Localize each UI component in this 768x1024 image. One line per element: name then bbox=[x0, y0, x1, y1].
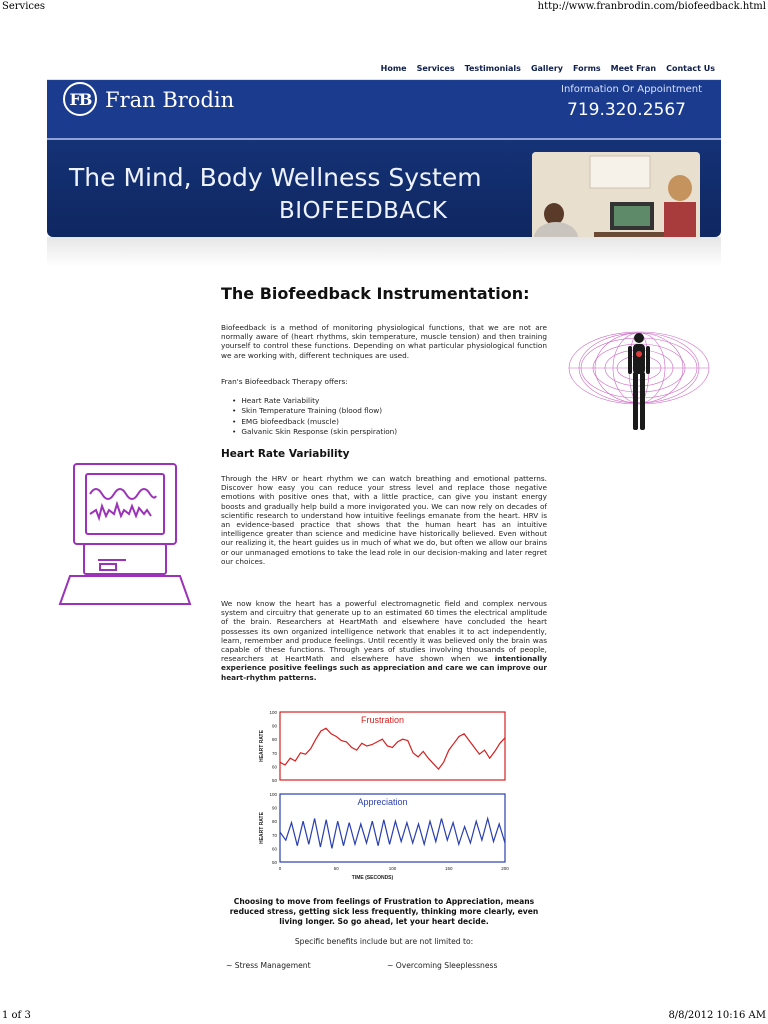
nav-meet-fran[interactable]: Meet Fran bbox=[610, 64, 657, 73]
list-item: • Skin Temperature Training (blood flow) bbox=[240, 406, 397, 416]
info-label: Information Or Appointment bbox=[561, 84, 703, 95]
benefits-intro: Specific benefits include but are not limited to: bbox=[294, 937, 474, 946]
logo-letters: FB bbox=[69, 89, 91, 109]
logo-icon[interactable] bbox=[63, 82, 97, 116]
phone-number: 719.320.2567 bbox=[567, 100, 686, 120]
x-tick-label: 150 bbox=[444, 866, 453, 871]
y-tick-label: 70 bbox=[271, 750, 277, 756]
print-title: Services bbox=[2, 1, 46, 12]
y-tick-label: 100 bbox=[269, 710, 277, 715]
hrv-p2-emphasis: intentionally experience positive feelings such as appreciation and care we can improve our heart-rhythm patterns. bbox=[221, 654, 547, 682]
top-nav bbox=[381, 64, 715, 78]
benefit-item: ~ Stress Management bbox=[226, 961, 311, 970]
y-axis-label: HEART RATE bbox=[259, 812, 265, 844]
therapy-photo bbox=[532, 152, 700, 237]
hrv-caption: Choosing to move from feelings of Frustration to Appreciation, means reduced stress, getting sick less frequently, thinking more clearly, even living longer. So go ahead, let your heart decide. bbox=[229, 897, 539, 926]
brand-name[interactable]: Fran Brodin bbox=[105, 88, 235, 112]
y-axis-label: HEART RATE bbox=[259, 730, 265, 762]
page-count: 1 of 3 bbox=[2, 1010, 31, 1021]
x-axis-label: TIME (SECONDS) bbox=[351, 875, 394, 881]
computer-illustration bbox=[56, 460, 196, 610]
offers-label: Fran's Biofeedback Therapy offers: bbox=[221, 377, 348, 386]
nav-contact-us[interactable]: Contact Us bbox=[666, 64, 715, 73]
offers-list bbox=[240, 396, 397, 438]
y-tick-label: 80 bbox=[271, 737, 277, 743]
x-tick-label: 100 bbox=[388, 866, 397, 871]
hrv-p2-text: We now know the heart has a powerful electromagnetic field and complex nervous system and circuitry that generate up to an estimated 60 times the electrical amplitude of the brain. Researchers at HeartMath and elsewhere have concluded the heart possesses its own organized intelligence network that enables it to act independently, learn, remember and produce feelings. Until recently it was believed only the brain was capable of these functions. Through years of studies involving thousands of people, researchers at HeartMath and elsewhere have shown when we bbox=[221, 599, 547, 664]
hrv-chart-svg bbox=[255, 706, 511, 882]
banner-shadow bbox=[47, 237, 721, 267]
nav-services[interactable]: Services bbox=[416, 64, 455, 73]
nav-forms[interactable]: Forms bbox=[572, 64, 601, 73]
print-footer bbox=[0, 1008, 768, 1024]
x-tick-label: 200 bbox=[501, 866, 509, 871]
y-tick-label: 60 bbox=[271, 846, 277, 852]
energy-field-illustration bbox=[566, 324, 712, 436]
hrv-heading: Heart Rate Variability bbox=[221, 448, 350, 460]
y-tick-label: 80 bbox=[271, 819, 277, 825]
page-title: The Biofeedback Instrumentation: bbox=[221, 284, 530, 303]
intro-paragraph: Biofeedback is a method of monitoring physiological functions, that we are not are normally aware of (heart rhythms, skin temperature, muscle tension) and then training yourself to control these functions. Depending on what particular physiological function we are working with, different techniques are used. bbox=[221, 323, 547, 360]
print-header bbox=[0, 0, 768, 14]
benefit-item: ~ Overcoming Sleeplessness bbox=[387, 961, 498, 970]
list-item: • Galvanic Skin Response (skin perspiration) bbox=[240, 427, 397, 437]
nav-home[interactable]: Home bbox=[380, 64, 407, 73]
chart-title: Frustration bbox=[360, 715, 405, 725]
y-tick-label: 50 bbox=[271, 778, 277, 783]
banner-divider bbox=[47, 138, 721, 140]
banner-tagline: The Mind, Body Wellness System bbox=[69, 163, 482, 192]
hrv-paragraph-1: Through the HRV or heart rhythm we can watch breathing and emotional patterns. Discover how easy you can reduce your stress level and replace those negative emotions with positive ones that, with a little practice, can give you instant energy boosts and gradually help build a more invigorated you. We can now rely on decades of scientific research to understand how intuitive feelings emanate from the heart. HRV is an evidence-based practice that shows that the human heart has an intuitive intelligence greater than science and medicine have historically believed. Even without our realizing it, the heart guides us in much of what we do, but often we allow our brains or our unmanaged emotions to take the lead role in our decision-making and later regret our choices. bbox=[221, 474, 547, 566]
print-datetime: 8/8/2012 10:16 AM bbox=[668, 1010, 766, 1021]
x-tick-label: 50 bbox=[333, 866, 339, 871]
hrv-chart bbox=[255, 706, 511, 882]
x-tick-label: 0 bbox=[278, 866, 282, 871]
y-tick-label: 90 bbox=[271, 805, 277, 811]
chart-title: Appreciation bbox=[357, 797, 408, 807]
site-banner bbox=[47, 60, 721, 237]
y-tick-label: 50 bbox=[271, 860, 277, 865]
banner-subtitle: BIOFEEDBACK bbox=[279, 198, 448, 224]
y-tick-label: 70 bbox=[271, 832, 277, 838]
nav-gallery[interactable]: Gallery bbox=[530, 64, 563, 73]
print-url: http://www.franbrodin.com/biofeedback.html bbox=[537, 1, 766, 12]
hrv-paragraph-2 bbox=[221, 599, 547, 682]
list-item: • EMG biofeedback (muscle) bbox=[240, 417, 397, 427]
list-item: • Heart Rate Variability bbox=[240, 396, 397, 406]
y-tick-label: 60 bbox=[271, 764, 277, 770]
y-tick-label: 100 bbox=[269, 792, 277, 797]
nav-testimonials[interactable]: Testimonials bbox=[464, 64, 521, 73]
y-tick-label: 90 bbox=[271, 723, 277, 729]
